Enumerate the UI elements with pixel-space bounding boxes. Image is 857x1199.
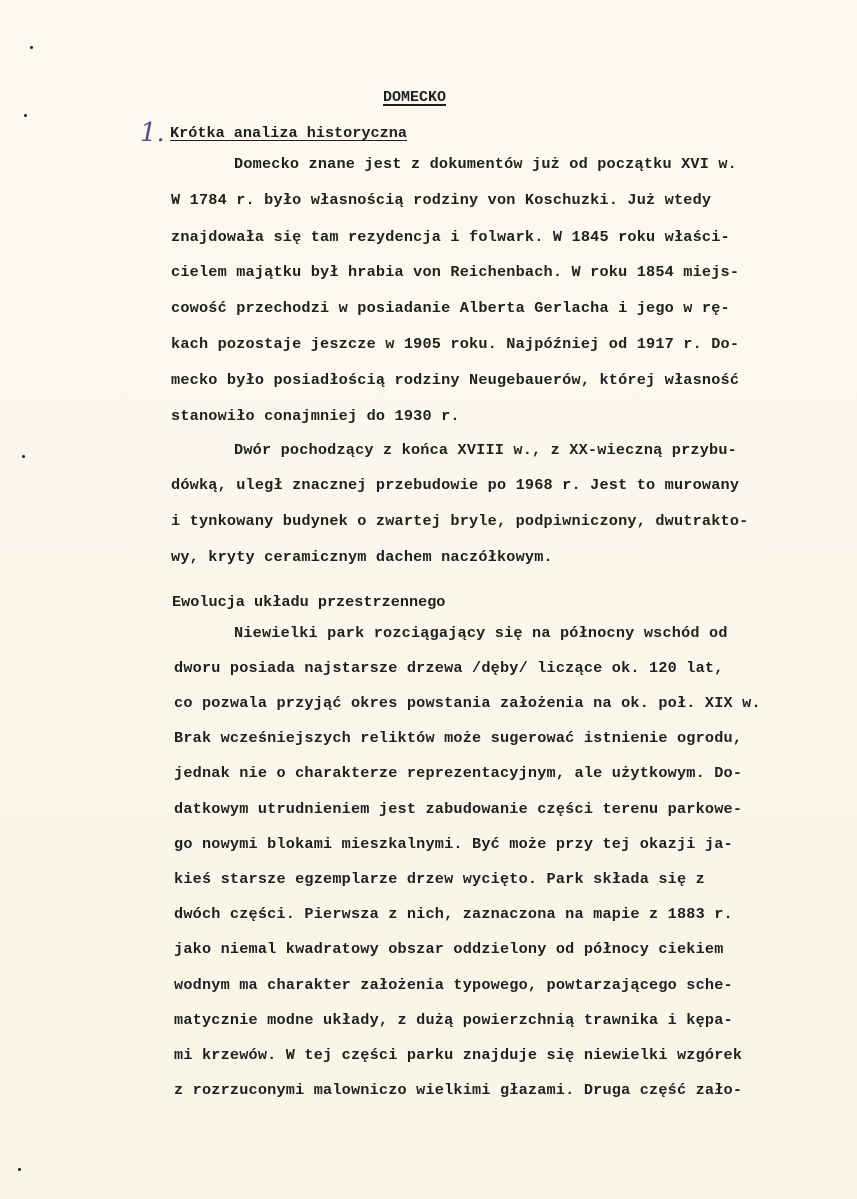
paragraph-line: mecko było posiadłością rodziny Neugebauerów, której własność [171,371,740,389]
paragraph-line: stanowiło conajmniej do 1930 r. [171,407,460,425]
paragraph-line: Niewielki park rozciągający się na północny wschód od [234,624,728,642]
paragraph-line: Dwór pochodzący z końca XVIII w., z XX-wieczną przybu- [234,441,737,459]
punch-mark [24,114,27,117]
paragraph-line: Brak wcześniejszych reliktów może sugerować istnienie ogrodu, [174,729,743,747]
paragraph-line: wy, kryty ceramicznym dachem naczółkowym. [171,548,553,566]
paragraph-line: cielem majątku był hrabia von Reichenbach. W roku 1854 miejs- [171,263,740,281]
paragraph-line: datkowym utrudnieniem jest zabudowanie części terenu parkowe- [174,800,743,818]
paragraph-line: znajdowała się tam rezydencja i folwark. W 1845 roku właści- [171,228,730,246]
handwritten-section-number: 1. [140,118,165,148]
paragraph-line: W 1784 r. było własnością rodziny von Koschuzki. Już wtedy [171,191,712,209]
punch-mark [22,455,25,458]
paragraph-line: dwóch części. Pierwsza z nich, zaznaczona na mapie z 1883 r. [174,905,733,923]
paragraph-line: kieś starsze egzemplarze drzew wycięto. Park składa się z [174,870,705,888]
paragraph-line: jednak nie o charakterze reprezentacyjnym, ale użytkowym. Do- [174,764,743,782]
punch-mark [18,1168,21,1171]
paragraph-line: jako niemal kwadratowy obszar oddzielony od północy ciekiem [174,940,724,958]
paragraph-line: i tynkowany budynek o zwartej bryle, podpiwniczony, dwutrakto- [171,512,749,530]
paragraph-line: z rozrzuconymi malowniczo wielkimi głazami. Druga część zało- [174,1081,743,1099]
paragraph-line: co pozwala przyjąć okres powstania założenia na ok. poł. XIX w. [174,694,761,712]
paragraph-line: dówką, uległ znacznej przebudowie po 1968 r. Jest to murowany [171,476,740,494]
paragraph-line: wodnym ma charakter założenia typowego, powtarzającego sche- [174,976,733,994]
paragraph-line: go nowymi blokami mieszkalnymi. Być może przy tej okazji ja- [174,835,733,853]
subsection-heading: Ewolucja układu przestrzennego [172,593,446,611]
paragraph-line: kach pozostaje jeszcze w 1905 roku. Najpóźniej od 1917 r. Do- [171,335,740,353]
paragraph-line: mi krzewów. W tej części parku znajduje się niewielki wzgórek [174,1046,743,1064]
section-heading: Krótka analiza historyczna [170,124,407,142]
punch-mark [30,46,33,49]
paragraph-line: cowość przechodzi w posiadanie Alberta Gerlacha i jego w rę- [171,299,730,317]
paragraph-line: matycznie modne układy, z dużą powierzchnią trawnika i kępa- [174,1011,733,1029]
document-title: DOMECKO [383,89,447,106]
paragraph-line: dworu posiada najstarsze drzewa /dęby/ liczące ok. 120 lat, [174,659,724,677]
paragraph-line: Domecko znane jest z dokumentów już od początku XVI w. [234,155,737,173]
